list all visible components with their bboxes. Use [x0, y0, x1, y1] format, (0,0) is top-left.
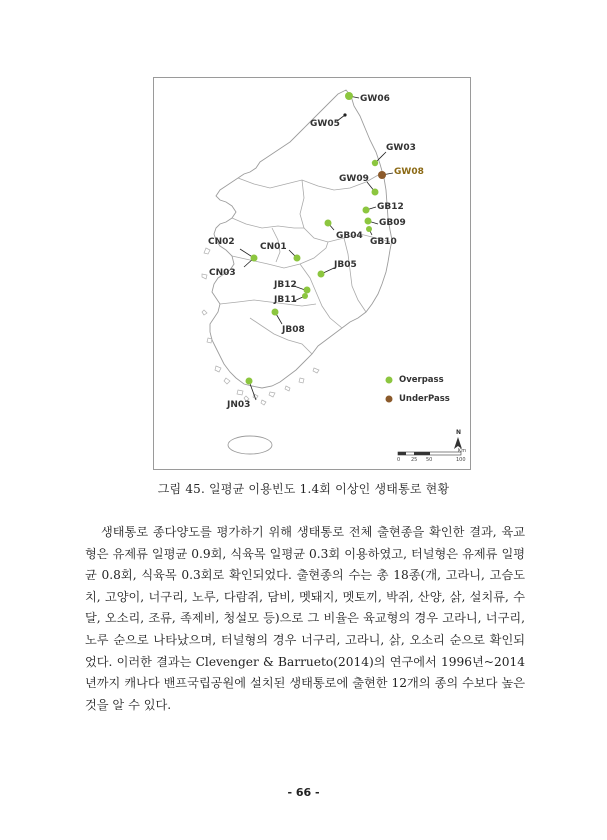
marker-cn02: [251, 255, 258, 262]
scale-tick-0: 0: [397, 457, 401, 463]
site-label-jb11: JB11: [274, 295, 297, 305]
marker-gw03: [372, 160, 378, 166]
jeju-island: [228, 436, 272, 454]
site-label-gw05: GW05: [310, 119, 340, 129]
legend-overpass-label: Overpass: [399, 375, 444, 385]
marker-gb10: [366, 226, 372, 232]
body-paragraph: 생태통로 종다양도를 평가하기 위해 생태통로 전체 출현종을 확인한 결과, 육교형은 유제류 일평균 0.9회, 식육목 일평균 0.3회 이용하였고, 터널형은 유제류 일평균 0.8회, 식육목 0.3회로 확인되었다. 출현종의 수는 총 18종(개, 고라니, 고슴도치, 고양이, 너구리, 노루, 다람쥐, 담비, 멧돼지, 멧토끼, 박쥐, 산양, 삵, 설치류, 수달, 오소리, 조류, 족제비, 청설모 등)으로 그 비율은 육교형의 경우 고라니, 너구리, 노루 순으로 나타났으며, 터널형의 경우 너구리, 고라니, 삵, 오소리 순으로 확인되었다. 이러한 결과는 Clevenger & Barrueto(2014)의 연구에서 1996년~2014년까지 캐나다 밴프국립공원에 설치된 생태통로에 출현한 12개의 종의 수보다 높은 것을 알 수 있다.: [85, 525, 525, 712]
scale-tick-100: 100: [456, 457, 466, 463]
marker-gb12: [363, 207, 370, 214]
site-label-gb04: GB04: [336, 231, 363, 241]
site-label-cn03: CN03: [209, 268, 236, 278]
marker-gw05: [343, 113, 346, 116]
marker-jn03: [246, 378, 253, 385]
marker-jb05: [318, 271, 325, 278]
site-label-gb10: GB10: [370, 237, 397, 247]
site-label-gw09: GW09: [339, 174, 369, 184]
site-label-gw08: GW08: [394, 167, 424, 177]
scale-tick-50: 50: [426, 457, 433, 463]
body-text: [85, 522, 525, 716]
site-label-gb09: GB09: [379, 218, 406, 228]
marker-jb08: [272, 309, 279, 316]
site-label-jn03: JN03: [227, 400, 251, 410]
site-label-jb08: JB08: [282, 325, 305, 335]
legend-underpass-marker: [386, 396, 393, 403]
marker-cn01: [294, 255, 301, 262]
legend-underpass-label: UnderPass: [399, 394, 450, 404]
marker-gw08: [378, 171, 386, 179]
site-label-jb05: JB05: [334, 260, 357, 270]
marker-gw06: [345, 92, 353, 100]
marker-gb09: [365, 218, 372, 225]
legend-overpass-marker: [386, 377, 393, 384]
site-label-cn01: CN01: [260, 242, 287, 252]
site-label-jb12: JB12: [274, 280, 297, 290]
marker-gw09: [372, 189, 379, 196]
figure-caption: 그림 45. 일평균 이용빈도 1.4회 이상인 생태통로 현황: [157, 482, 450, 496]
site-label-gw03: GW03: [386, 143, 416, 153]
scale-tick-25: 25: [411, 457, 418, 463]
site-label-gw06: GW06: [360, 94, 390, 104]
page-number: - 66 -: [287, 786, 320, 799]
marker-gb04: [325, 220, 332, 227]
korea-map: [154, 78, 472, 471]
marker-jb11: [302, 293, 308, 299]
map-figure: [153, 77, 471, 470]
scale-bar: [398, 452, 461, 455]
marker-jb12: [304, 287, 311, 294]
site-label-gb12: GB12: [377, 202, 404, 212]
site-label-cn02: CN02: [208, 237, 235, 247]
scale-unit: Km: [458, 448, 467, 454]
north-label: N: [456, 429, 462, 436]
